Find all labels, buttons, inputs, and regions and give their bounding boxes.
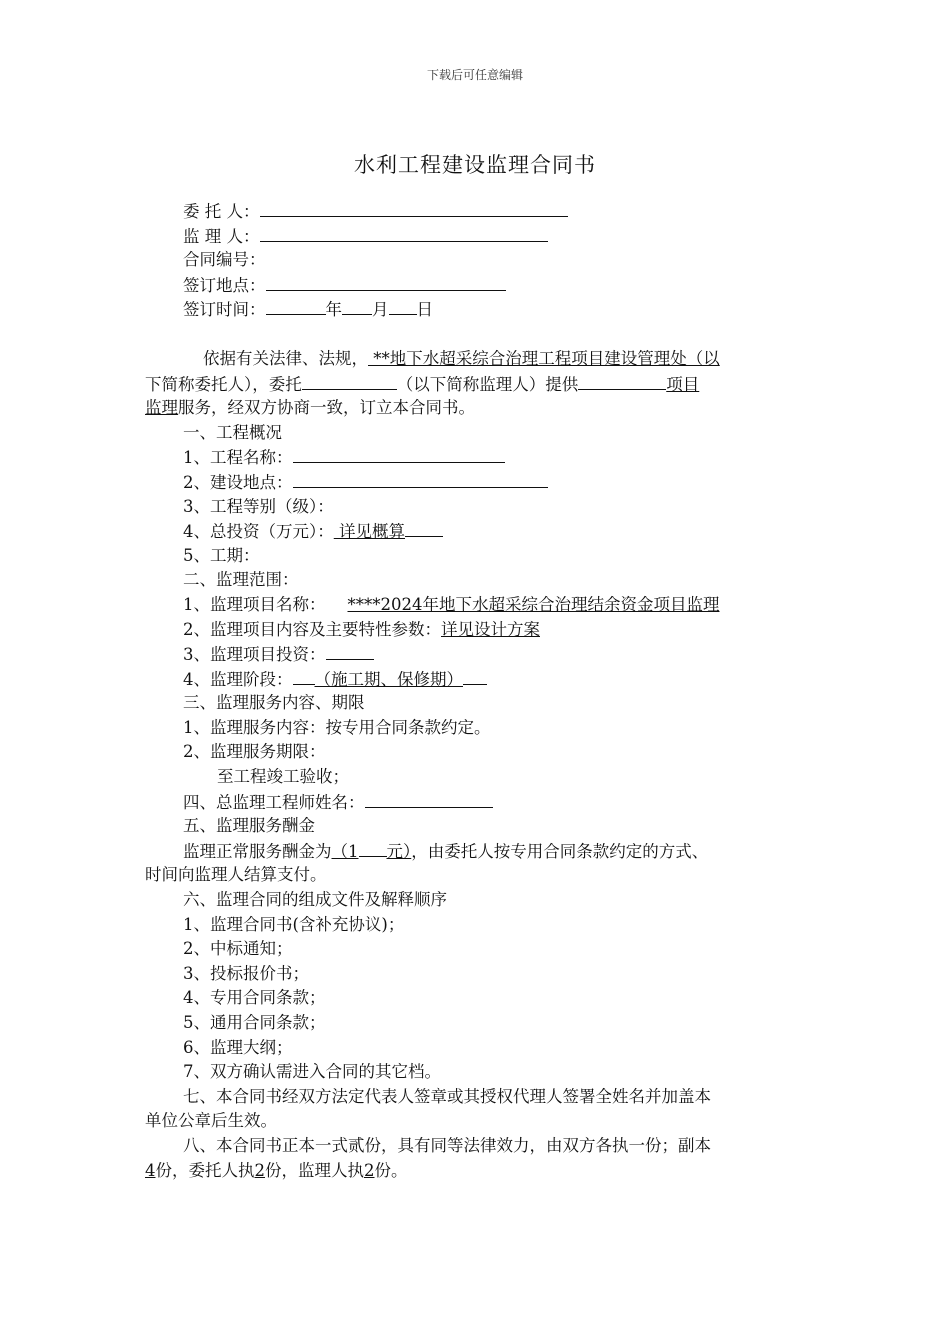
build-location-label: 2、建设地点：: [183, 472, 293, 492]
day-label: 日: [416, 300, 433, 320]
intro-project-blank[interactable]: [578, 372, 666, 390]
document-title: 水利工程建设监理合同书: [354, 153, 596, 177]
year-label: 年: [325, 300, 342, 320]
composition-item: 6、监理大纲；: [183, 1037, 293, 1057]
copies-text-d: 份，监理人执: [265, 1160, 364, 1180]
fee-unit: 元）: [386, 841, 412, 861]
intro-supervisor-blank[interactable]: [302, 372, 397, 390]
composition-item: 3、投标报价书；: [183, 963, 309, 983]
supervision-investment-blank[interactable]: [326, 642, 374, 660]
supervision-stage-label: 4、监理阶段：: [183, 669, 293, 689]
supervision-stage-value: （施工期、保修期）: [314, 669, 463, 689]
composition-item: 1、监理合同书(含补充协议)；: [183, 914, 405, 934]
supervision-project-value: ****2024年地下水超采综合治理结余资金项目监理: [347, 594, 720, 614]
supervision-stage-row: [145, 667, 810, 692]
composition-item: 5、通用合同条款；: [183, 1013, 326, 1032]
client-row: [145, 199, 810, 224]
section-3-heading: 三、监理服务内容、期限: [183, 693, 365, 713]
investment-row: [145, 519, 810, 544]
place-blank[interactable]: [266, 273, 506, 291]
service-content-row: 1、监理服务内容：按专用合同条款约定。: [183, 717, 491, 737]
document-body: [145, 199, 810, 1183]
place-row: [145, 273, 810, 298]
investment-label: 4、总投资（万元）：: [183, 522, 334, 542]
composition-item: 7、双方确认需进入合同的其它档。: [183, 1062, 441, 1082]
section-7-line-1: 七、本合同书经双方法定代表人签章或其授权代理人签署全姓名并加盖本: [183, 1086, 711, 1106]
build-location-blank[interactable]: [293, 470, 548, 488]
month-label: 月: [372, 300, 389, 320]
fee-amount-gap: [359, 839, 387, 857]
copies-client: 2: [254, 1160, 265, 1180]
page-header: 下载后可任意编辑: [426, 68, 523, 82]
section-2-heading: 二、监理范围：: [183, 570, 299, 590]
chief-engineer-blank[interactable]: [365, 790, 493, 808]
client-label: 委 托 人：: [183, 202, 260, 221]
intro-text-1a: 依据有关法律、法规，: [203, 348, 368, 368]
contract-no-label: 合同编号：: [183, 250, 266, 270]
period-row: 5、工期：: [183, 545, 260, 565]
stage-lead-blank: [293, 667, 315, 685]
project-name-blank[interactable]: [293, 445, 505, 463]
client-blank[interactable]: [260, 199, 568, 217]
copies-text-b: 份，委托人执: [155, 1160, 255, 1180]
project-name-row: [145, 445, 810, 470]
supervision-content-value: 详见设计方案: [441, 619, 540, 639]
supervisor-label: 监 理 人：: [183, 226, 260, 246]
day-blank[interactable]: [389, 297, 417, 315]
supervision-investment-row: [145, 642, 810, 667]
composition-item: 2、中标通知；: [183, 939, 293, 959]
section-7-line-2: 单位公章后生效。: [145, 1111, 277, 1131]
build-location-row: [145, 470, 810, 495]
section-8-line-2: [145, 1159, 810, 1184]
place-label: 签订地点：: [183, 275, 266, 295]
fee-text-a: 监理正常服务酬金为: [183, 841, 332, 861]
supervision-project-label: 1、监理项目名称：: [183, 594, 326, 614]
section-4-row: [145, 790, 810, 815]
supervision-content-label: 2、监理项目内容及主要特性参数：: [183, 619, 441, 639]
intro-client-name: **地下水超采综合治理工程项目建设管理处（以: [368, 348, 720, 368]
date-label: 签订时间：: [183, 300, 266, 320]
section-5-heading: 五、监理服务酬金: [183, 816, 315, 836]
grade-row: 3、工程等别（级）：: [183, 496, 334, 516]
fee-line-1: [145, 839, 810, 864]
intro-text-2c: 项目: [666, 374, 700, 394]
fee-line-2: 时间向监理人结算支付。: [145, 865, 327, 885]
supervision-content-row: [145, 618, 810, 643]
supervisor-blank[interactable]: [260, 224, 548, 242]
composition-item: 4、专用合同条款；: [183, 988, 326, 1008]
intro-text-2b: （以下简称监理人）提供: [396, 374, 579, 394]
intro-line-2: [145, 372, 810, 397]
chief-engineer-label: 四、总监理工程师姓名：: [183, 792, 365, 812]
section-6-heading: 六、监理合同的组成文件及解释顺序: [183, 890, 447, 910]
section-1-heading: 一、工程概况: [183, 422, 282, 442]
intro-line-3: [145, 396, 810, 421]
service-term-row: 2、监理服务期限：: [183, 742, 326, 762]
intro-text-2a: 下简称委托人），委托: [145, 374, 302, 394]
intro-text-3a: 监理: [145, 398, 178, 418]
date-row: [145, 297, 810, 322]
section-8-line-1: 八、本合同书正本一式贰份，具有同等法律效力，由双方各执一份；副本: [183, 1135, 711, 1155]
stage-trail-blank: [463, 667, 487, 685]
month-blank[interactable]: [342, 297, 372, 315]
intro-line-1: [145, 347, 810, 372]
copies-supervisor: 2: [364, 1160, 375, 1180]
copies-total: 4: [145, 1160, 156, 1180]
intro-text-3b: 服务，经双方协商一致，订立本合同书。: [178, 398, 475, 418]
fee-amount: （1: [331, 841, 359, 861]
supervision-project-row: [145, 593, 810, 618]
investment-value: 详见概算: [333, 522, 405, 542]
copies-text-f: 份。: [374, 1160, 408, 1180]
supervisor-row: [145, 224, 810, 249]
supervision-investment-label: 3、监理项目投资：: [183, 645, 326, 665]
service-term-value: 至工程竣工验收；: [217, 767, 349, 787]
fee-text-d: ，由委托人按专用合同条款约定的方式、: [411, 841, 709, 861]
project-name-label: 1、工程名称：: [183, 448, 293, 468]
contract-no-row: [145, 248, 810, 273]
year-blank[interactable]: [266, 297, 326, 315]
investment-blank: [405, 519, 443, 537]
